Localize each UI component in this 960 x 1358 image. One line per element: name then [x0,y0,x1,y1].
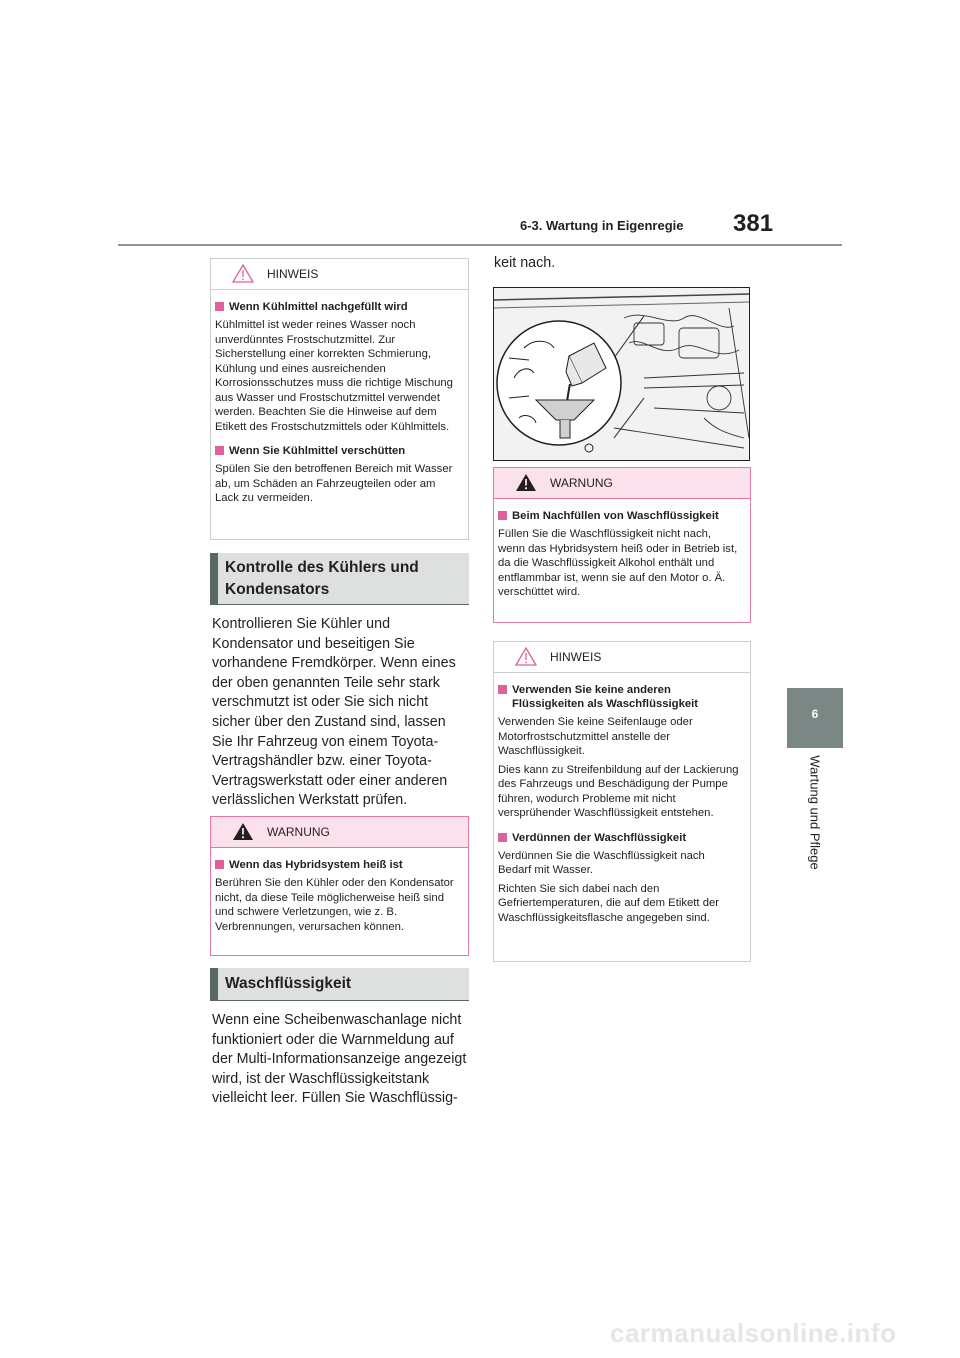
chapter-number: 6 [811,707,819,721]
note-text: Spülen Sie den betroffenen Bereich mit Wasser ab, um Schäden an Fahrzeugteilen oder am Lack zu vermeiden. [215,463,453,504]
body-paragraph: Kontrollieren Sie Kühler und Kondensator und beseitigen Sie vorhandene Fremdkörper. Wenn eines der oben genannten Teile sehr stark verschmutzt ist oder Sie sich nicht sicher über den Zustand sind, lassen Sie Ihr Fahrzeug von einem Toyota-Vertragshändler bzw. einer Toyota-Vertragswerkstatt oder einer anderen verlässlichen Werkstatt prüfen. [212,616,456,809]
warnung-label: WARNUNG [550,476,613,490]
body-paragraph: Wenn eine Scheibenwaschanlage nicht funktioniert oder die Warnmeldung auf der Multi-Informationsanzeige angezeigt wird, ist der Waschflüssigkeitstank vielleicht leer. Füllen Sie Waschflüssig- [212,1012,467,1107]
warnung-header [211,817,468,848]
continued-text: keit nach. [494,255,556,271]
note-text: Dies kann zu Streifenbildung auf der Lackierung des Fahrzeugs und Beschädigung der Pumpe führen, wodurch Probleme mit nicht versprühender Waschflüssigkeit entstehen. [498,763,739,819]
note-text: Verwenden Sie keine Seifenlauge oder Motorfrostschutzmittel anstelle der Waschflüssigkeit. [498,716,693,757]
hinweis-label: HINWEIS [550,650,602,664]
warnung-label: WARNUNG [267,825,330,839]
warning-text: Füllen Sie die Waschflüssigkeit nicht nach, wenn das Hybridsystem heiß oder in Betrieb ist, da die Waschflüssigkeit Alkohol enthält und entflammbar ist, wenn sie auf den Motor o. Ä. verschüttet wird. [498,528,738,598]
note-text: Kühlmittel ist weder reines Wasser noch unverdünntes Frostschutzmittel. Zur Sicherstellung einer korrekten Schmierung, Kühlung und eines ausreichenden Korrosionsschutzes muss die richtige Mischung aus Wasser und Frostschutzmittel verwendet werden. Beachten Sie die Hinweise auf dem Etikett des Frostschutzmittels oder Kühlmittels. [215,319,453,433]
note-title: Wenn Sie Kühlmittel verschütten [215,444,458,458]
warning-icon [232,822,254,841]
bullet-square-icon [215,302,224,311]
header-divider [118,244,842,246]
caution-icon [515,647,537,666]
hinweis-header [211,259,468,290]
warning-title: Beim Nachfüllen von Waschflüssigkeit [498,509,740,523]
hinweis-label: HINWEIS [267,267,319,281]
warning-text: Berühren Sie den Kühler oder den Kondensator nicht, da diese Teile möglicherweise heiß sind und schwere Verletzungen, wie z. B. Verbrennungen, verursachen können. [215,877,454,933]
bullet-square-icon [215,860,224,869]
note-text: Richten Sie sich dabei nach den Gefriertemperaturen, die auf dem Etikett der Waschflüssigkeitsflasche angegeben sind. [498,882,720,924]
warnung-box-left [210,816,469,956]
hinweis-box-right [493,641,751,962]
bullet-square-icon [498,833,507,842]
engine-bay-illustration [493,287,750,461]
section-title: 6-3. Wartung in Eigenregie [520,218,684,233]
bullet-square-icon [498,685,507,694]
watermark: carmanualsonline.info [610,1318,897,1348]
note-title: Verwenden Sie keine anderen Flüssigkeiten als Waschflüssigkeit [498,683,740,711]
caution-icon [232,264,254,283]
section-heading-kuehler: Kontrolle des Kühlers und Kondensators [210,553,469,605]
note-text: Verdünnen Sie die Waschflüssigkeit nach Bedarf mit Wasser. [498,849,705,876]
section-heading-waschfluessigkeit: Waschflüssigkeit [210,968,469,1001]
warning-icon [515,473,537,492]
page-number: 381 [733,210,774,237]
washer-refill-drawing [494,288,750,461]
hinweis-header [494,642,750,673]
note-title: Verdünnen der Waschflüssigkeit [498,831,740,845]
bullet-square-icon [215,446,224,455]
warnung-header [494,468,750,499]
bullet-square-icon [498,511,507,520]
hinweis-box-left [210,258,469,540]
warnung-box-right [493,467,751,623]
note-title: Wenn Kühlmittel nachgefüllt wird [215,300,458,314]
chapter-tab[interactable] [787,688,843,748]
warning-title: Wenn das Hybridsystem heiß ist [215,858,458,872]
chapter-label: Wartung und Pflege [807,755,823,870]
